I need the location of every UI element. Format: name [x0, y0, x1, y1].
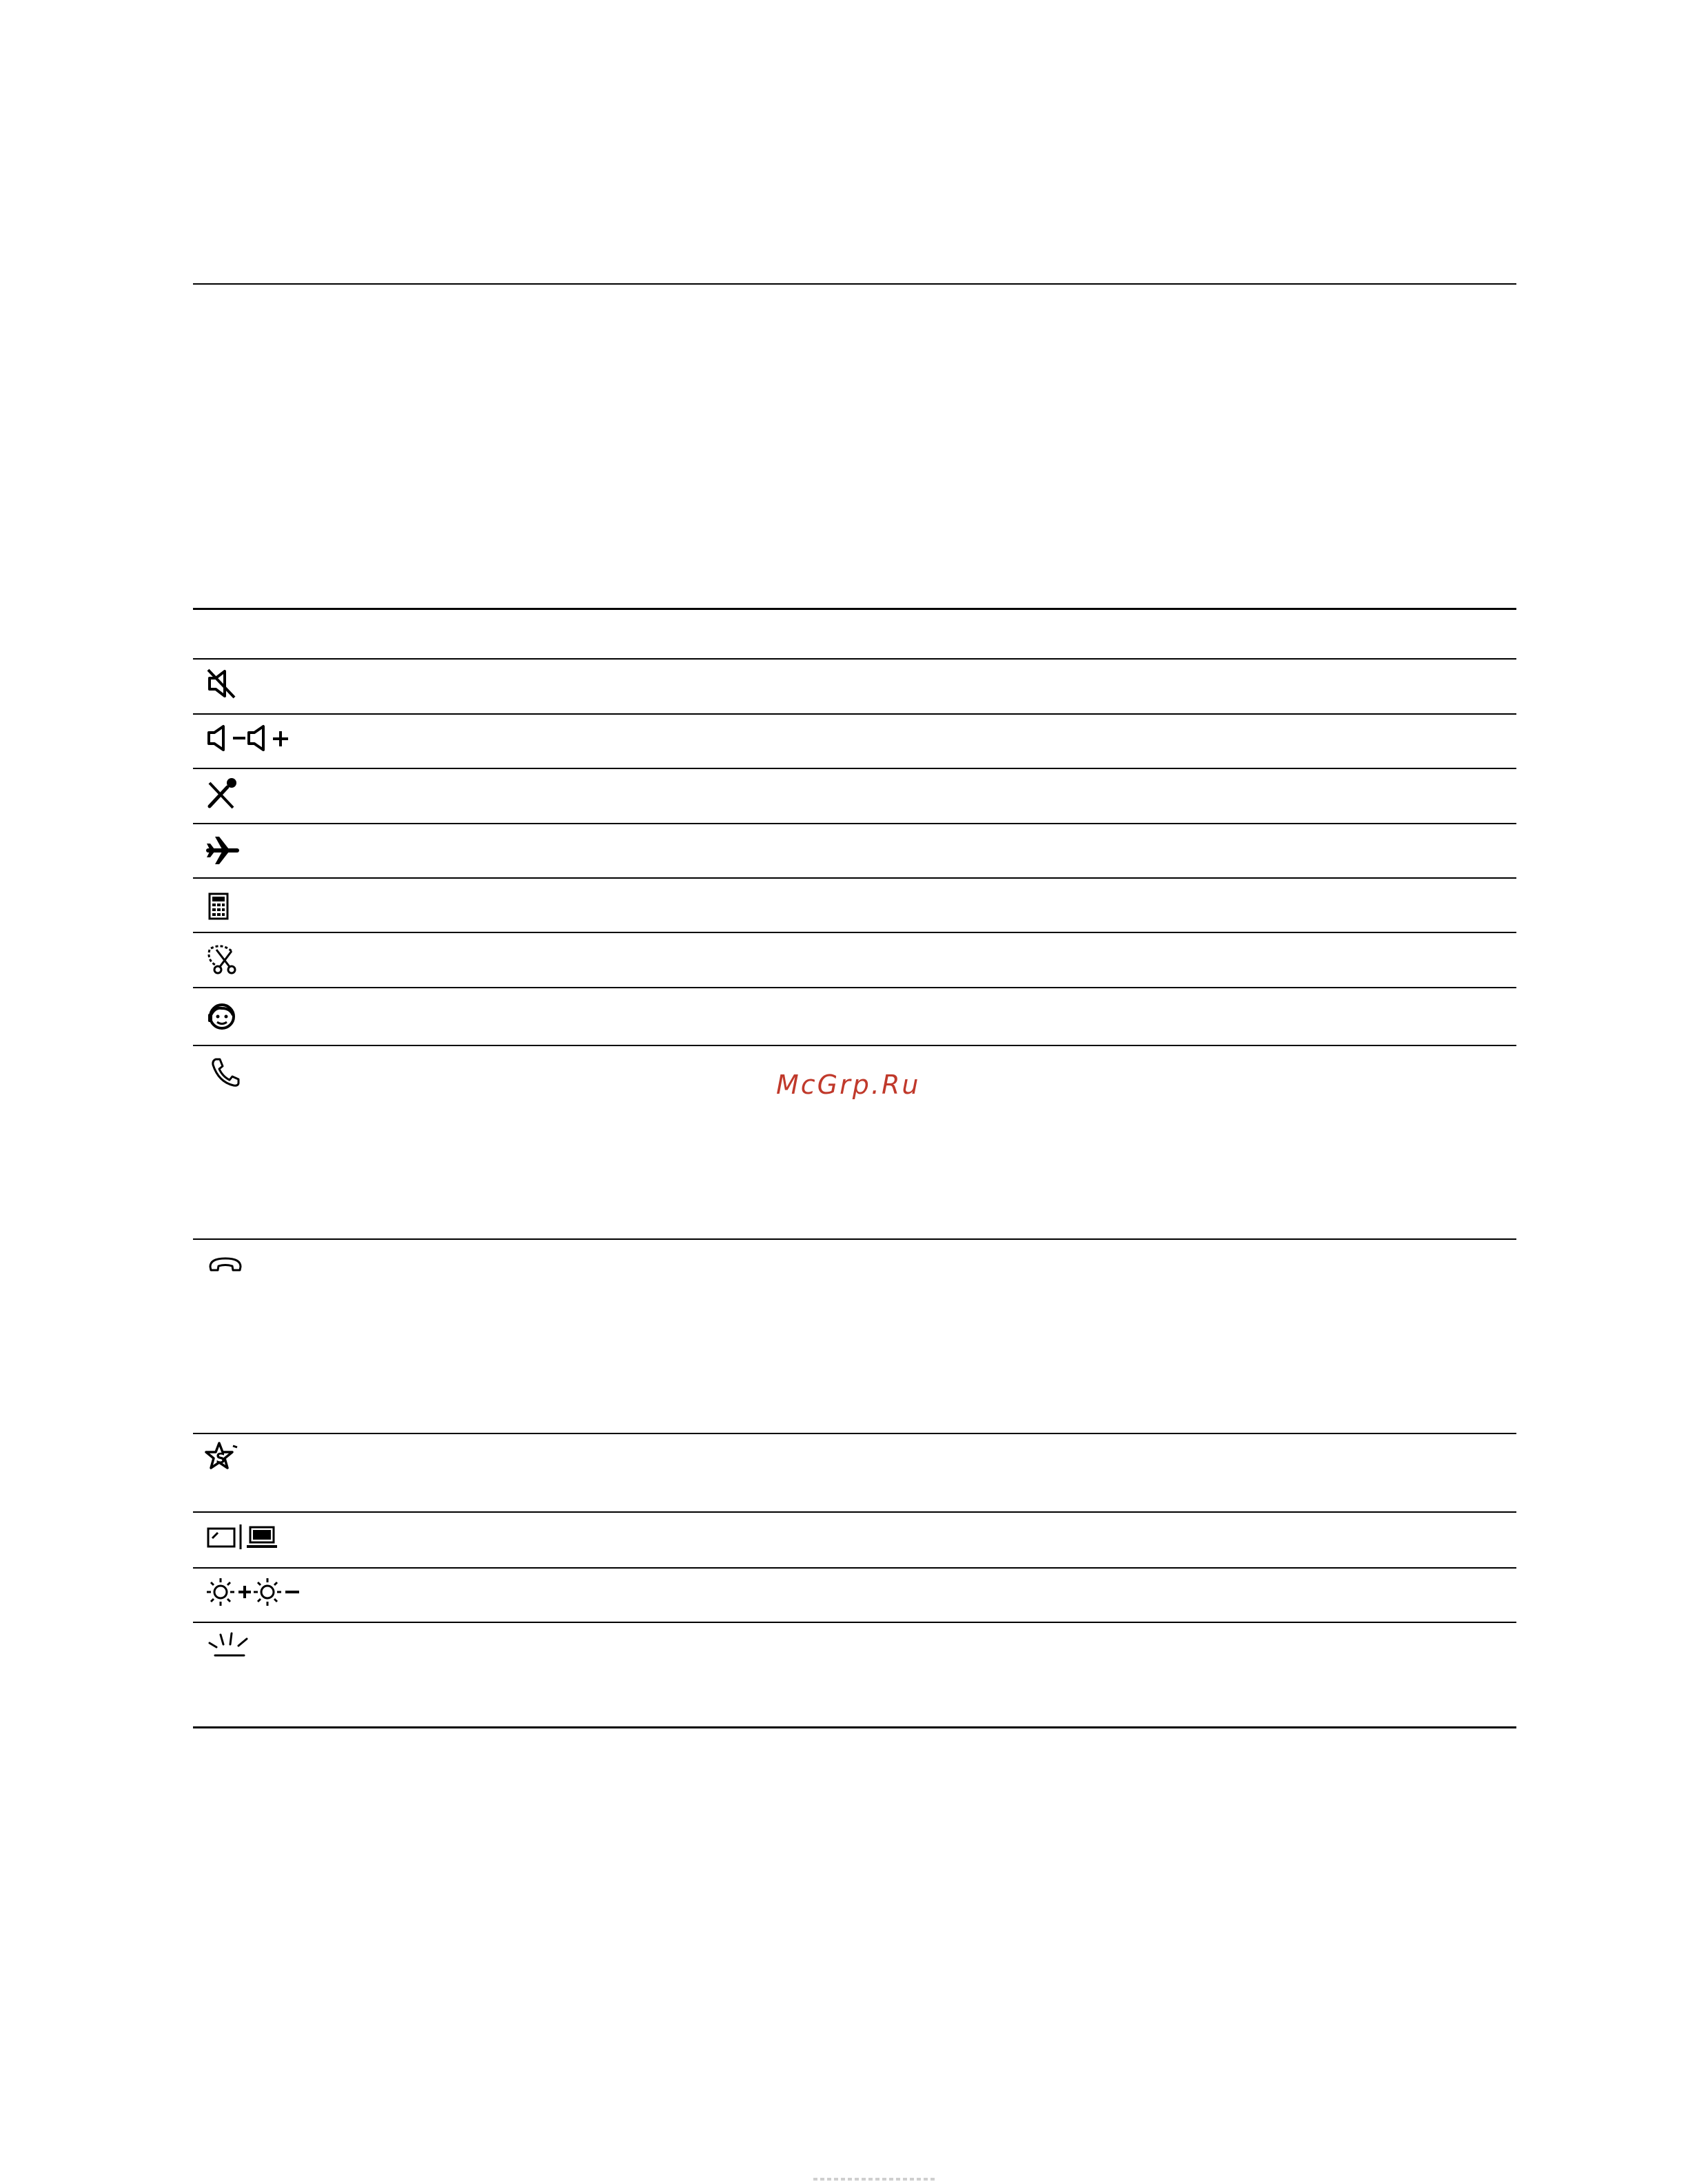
svg-text:S: S [216, 1450, 226, 1467]
row-divider [193, 932, 1516, 933]
snipping-tool-icon [207, 944, 238, 974]
row-divider [193, 1567, 1516, 1569]
row-divider [193, 877, 1516, 879]
row-divider [193, 1511, 1516, 1513]
answer-call-icon [210, 1057, 241, 1088]
footer-marks [813, 2178, 937, 2181]
row-divider [193, 1045, 1516, 1046]
row-divider [193, 1433, 1516, 1434]
table-top-border [193, 608, 1516, 610]
row-divider [193, 1238, 1516, 1240]
smart-key-star-icon [205, 1442, 238, 1473]
microphone-mute-icon [207, 777, 238, 809]
calculator-icon [208, 892, 229, 920]
volume-down-up-icon [207, 725, 291, 753]
end-call-icon [208, 1256, 243, 1274]
row-divider [193, 823, 1516, 824]
row-divider [193, 987, 1516, 988]
row-divider [193, 713, 1516, 715]
mute-speaker-icon [207, 669, 237, 699]
row-divider [193, 1622, 1516, 1623]
brightness-up-down-icon [207, 1577, 301, 1607]
table-header-divider [193, 658, 1516, 660]
watermark-text: McGrp.Ru [776, 1070, 921, 1100]
airplane-mode-icon [207, 835, 238, 866]
display-mode-switch-icon [207, 1523, 280, 1551]
keyboard-backlight-icon [207, 1632, 252, 1660]
support-agent-icon [207, 1001, 237, 1032]
top-divider [193, 283, 1516, 285]
row-divider [193, 768, 1516, 769]
table-bottom-border [193, 1726, 1516, 1728]
